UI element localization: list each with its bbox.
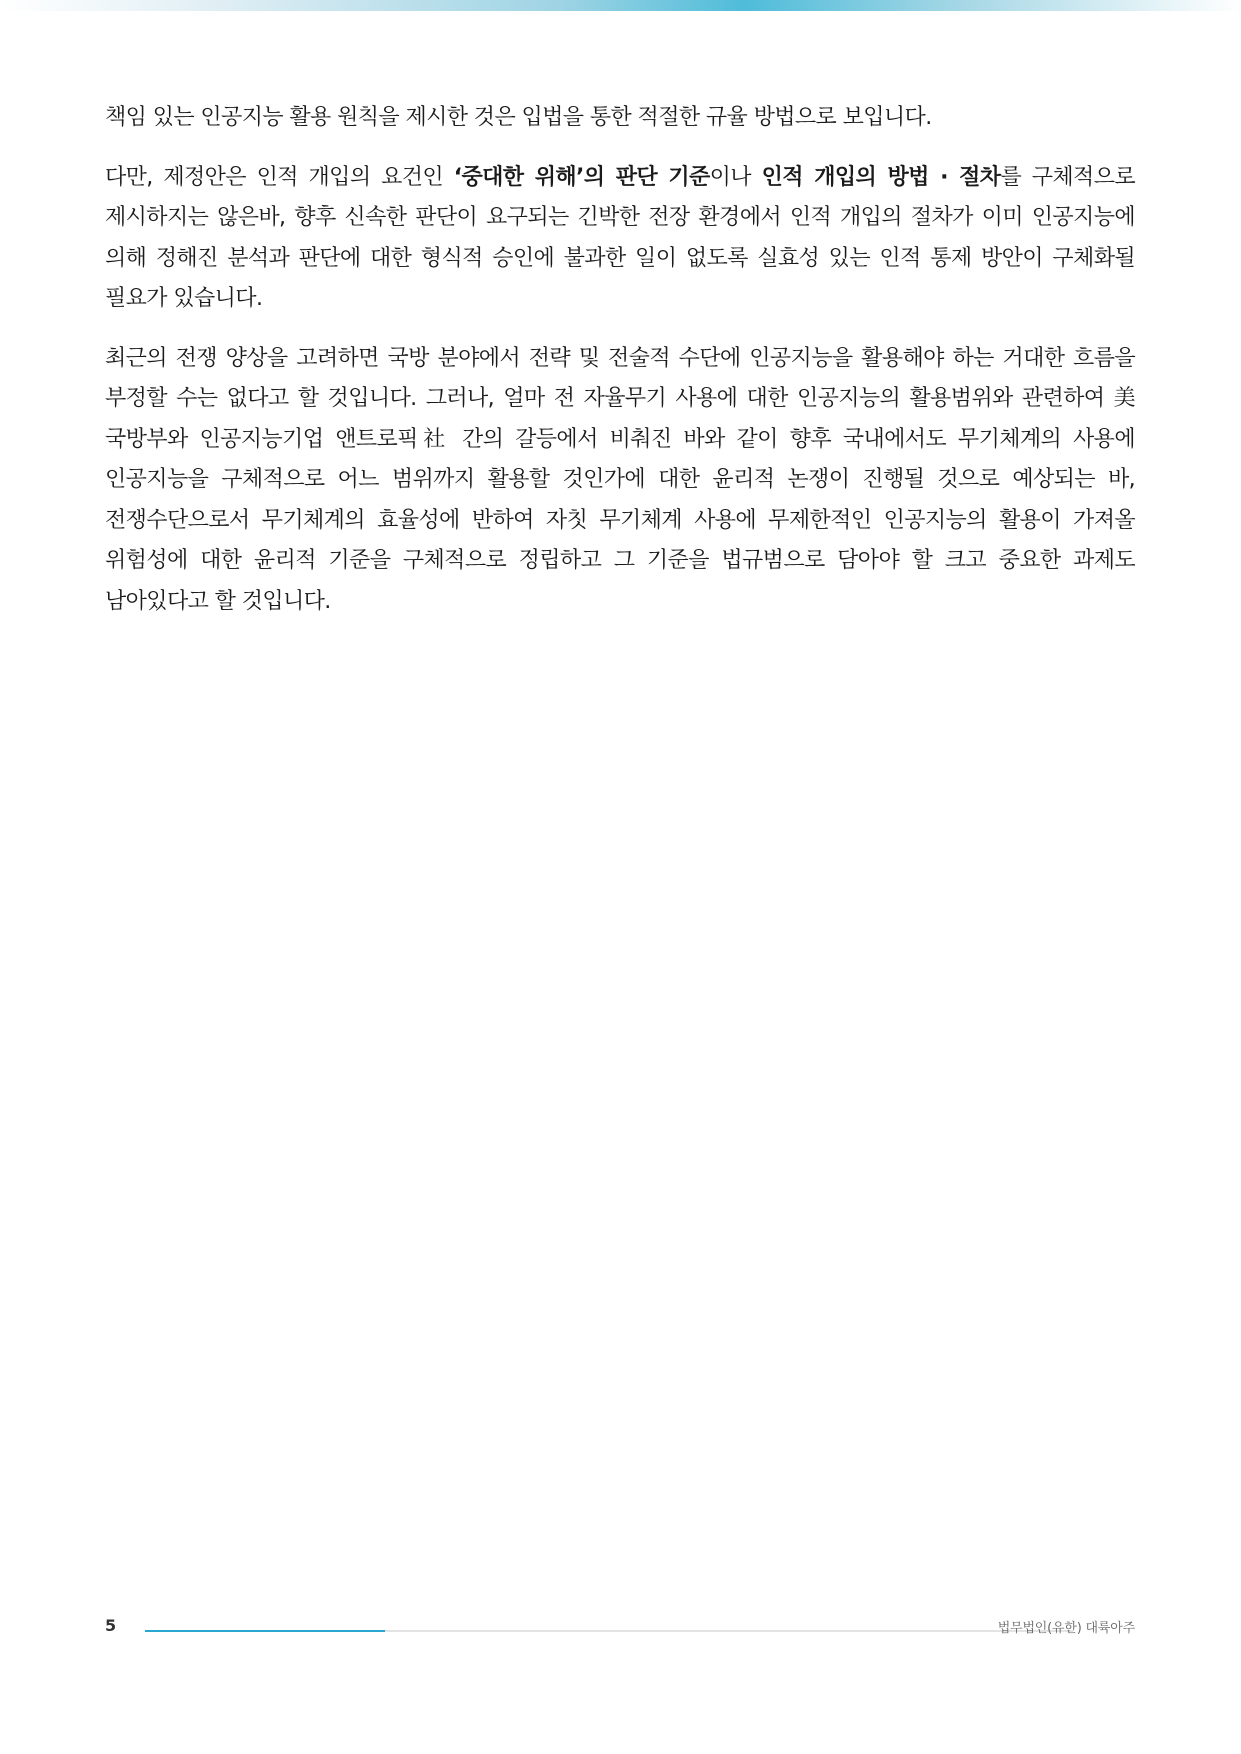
footer-divider-accent xyxy=(145,1630,385,1632)
text-segment: 이나 xyxy=(709,164,762,190)
footer-divider xyxy=(145,1630,1073,1632)
bold-text-segment: 인적 개입의 방법 · 절차 xyxy=(761,164,1001,190)
top-gradient-bar xyxy=(0,0,1241,11)
page-number: 5 xyxy=(105,1616,117,1635)
paragraph xyxy=(105,98,1135,139)
text-segment: 다만, 제정안은 인적 개입의 요건인 xyxy=(105,164,454,190)
page-footer xyxy=(105,1616,1135,1646)
firm-name: 법무법인(유한) 대륙아주 xyxy=(997,1621,1135,1636)
paragraph xyxy=(105,158,1135,320)
text-segment: 책임 있는 인공지능 활용 원칙을 제시한 것은 입법을 통한 적절한 규율 방법으로 보입니다. xyxy=(105,105,932,130)
bold-text-segment: ‘중대한 위해’의 판단 기준 xyxy=(453,164,710,190)
paragraph xyxy=(105,339,1135,623)
text-segment: 를 구체적으로 제시하지는 않은바, 향후 신속한 판단이 요구되는 긴박한 전장 환경에서 인적 개입의 절차가 이미 인공지능에 의해 정해진 분석과 판단에 대한 형식적 승인에 불과한 일이 없도록 실효성 있는 인적 통제 방안이 구체화될 필요가 있습니다. xyxy=(105,164,1136,311)
document-body xyxy=(105,98,1135,641)
text-segment: 최근의 전쟁 양상을 고려하면 국방 분야에서 전략 및 전술적 수단에 인공지능을 활용해야 하는 거대한 흐름을 부정할 수는 없다고 할 것입니다. 그러나, 얼마 전 자율무기 사용에 대한 인공지능의 활용범위와 관련하여 美 국방부와 인공지능기업 앤트로픽社 간의 갈등에서 비춰진 바와 같이 향후 국내에서도 무기체계의 사용에 인공지능을 구체적으로 어느 범위까지 활용할 것인가에 대한 윤리적 논쟁이 진행될 것으로 예상되는 바, 전쟁수단으로서 무기체계의 효율성에 반하여 자칫 무기체계 사용에 무제한적인 인공지능의 활용이 가져올 위험성에 대한 윤리적 기준을 구체적으로 정립하고 그 기준을 법규범으로 담아야 할 크고 중요한 과제도 남아있다고 할 것입니다. xyxy=(105,345,1135,614)
